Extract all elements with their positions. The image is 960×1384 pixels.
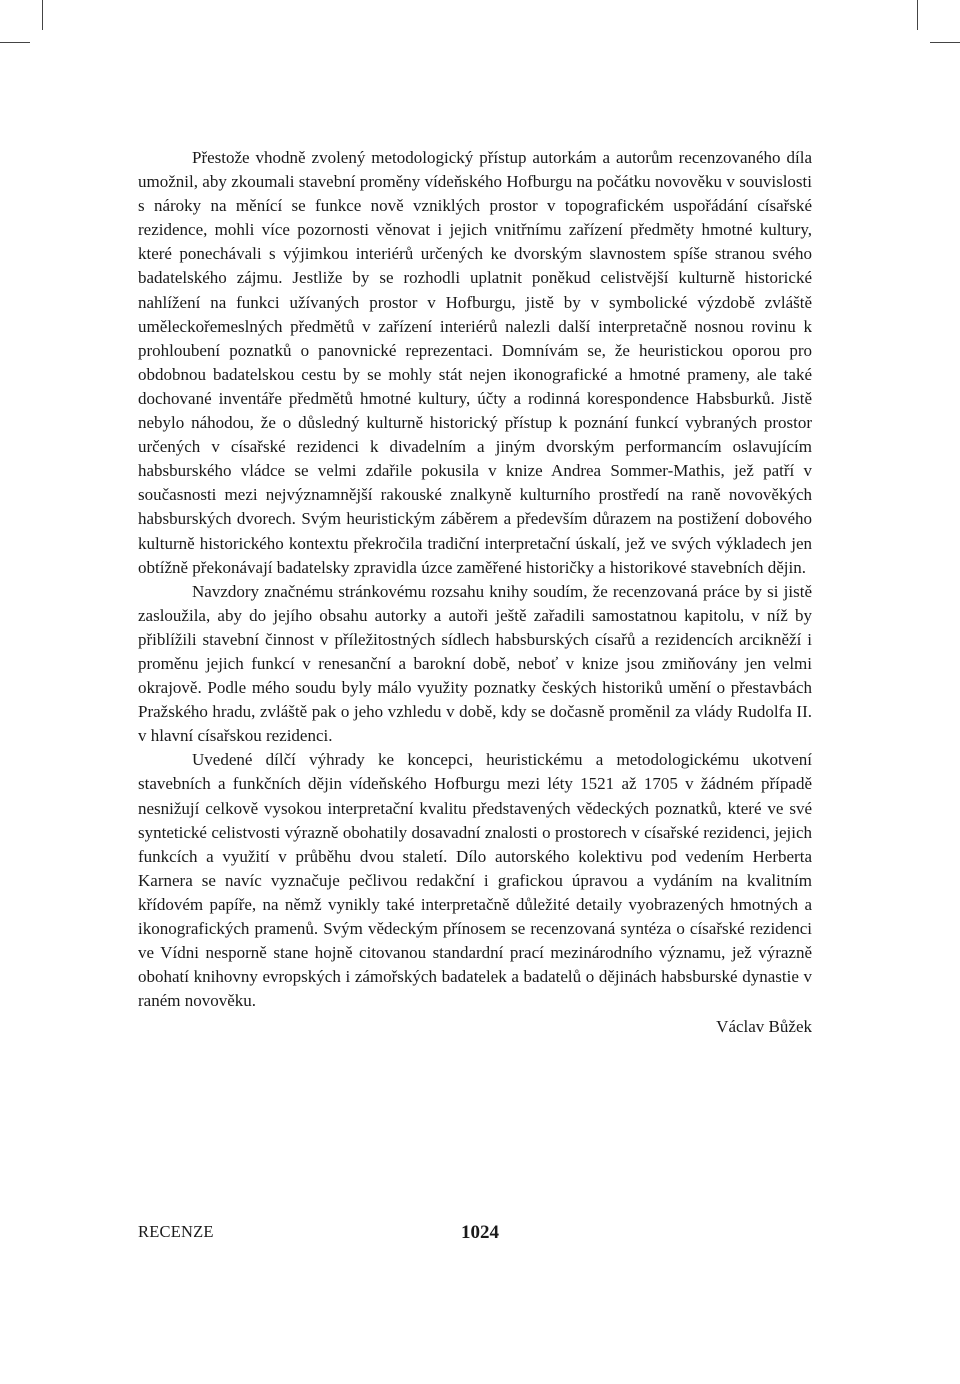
paragraph-3: Uvedené dílčí výhrady ke koncepci, heuristickému a metodologickému ukotvení stavebních a funkčních dějin vídeňského Hofburgu mezi léty 1521 až 1705 v žádném případě nesnižují celkově vysokou interpretační kvalitu představených vědeckých poznatků, které ve své syntetické celistvosti výrazně obohatily dosavadní znalosti o prostorech v císařské rezidenci, jejich funkcích a využití v průběhu dvou staletí. Dílo autorského kolektivu pod vedením Herberta Karnera se navíc vyznačuje pečlivou redakční i grafickou úpravou a vydáním na kvalitním křídovém papíře, na němž vynikly také interpretačně důležité detaily vyobrazených hmotných a ikonografických pramenů. Svým vědeckým přínosem se recenzovaná syntéza o císařské rezidenci ve Vídni nesporně stane hojně citovanou standardní prací mezinárodního významu, jež výrazně obohatí knihovny evropských i zámořských badatelek a badatelů o dějinách habsburské dynastie v raném novověku. xyxy=(138,750,812,1011)
crop-mark-right-horizontal xyxy=(930,42,960,43)
paragraph-1: Přestože vhodně zvolený metodologický přístup autorkám a autorům recenzovaného díla umožnil, aby zkoumali stavební proměny vídeňského Hofburgu na počátku novověku v souvislosti s nároky na měnící se funkce nově vzniklých prostor v topografickém uspořádání císařské rezidence, mohli více pozornosti věnovat i jejich vnitřnímu zařízení předměty hmotné kultury, které ponechávali s výjimkou interiérů určených ke dvorským slavnostem spíše stranou svého badatelského zájmu. Jestliže by se rozhodli uplatnit poněkud celistvější kulturně historické nahlížení na funkci užívaných prostor v Hofburgu, jistě by v symbolické výzdobě zvláště uměleckořemeslných předmětů v zařízení interiérů nalezli další interpretačně nosnou rovinu k prohloubení poznatků o panovnické reprezentaci. Domnívám se, že heuristickou oporou pro obdobnou badatelskou cestu by se mohly stát nejen ikonografické a hmotné prameny, ale také dochované inventáře předmětů hmotné kultury, účty a rodinná korespondence Habsburků. Jistě nebylo náhodou, že o důsledný kulturně historický přístup k poznání funkcí vybraných prostor určených v císařské rezidenci k divadelním a jiným dvorským performancím oslavujícím habsburského vládce se velmi zdařile pokusila v knize Andrea Sommer-Mathis, jež patří v současnosti mezi nejvýznamnější rakouské znalkyně kulturního prostředí na raně novověkých habsburských dvorech. Svým heuristickým záběrem a především důrazem na postižení dobového kulturně historického kontextu překročila tradiční interpretační úskalí, jež ve svých výkladech jen obtížně překonávají badatelsky zpravidla úzce zaměřené historičky a historikové stavebních dějin. xyxy=(138,148,812,577)
paragraph-2: Navzdory značnému stránkovému rozsahu knihy soudím, že recenzovaná práce by si jistě zasloužila, aby do jejího obsahu autorky a autoři ještě zařadili samostatnou kapitolu, v níž by přiblížili stavební činnost v příležitostných sídlech habsburských císařů a rezidencích arcikněží i proměnu jejich funkcí v renesanční a barokní době, neboť v knize jsou zmiňovány jen velmi okrajově. Podle mého soudu byly málo využity poznatky českých historiků umění o přestavbách Pražského hradu, zvláště pak o jeho vzhledu v době, kdy se dočasně proměnil za vlády Rudolfa II. v hlavní císařskou rezidenci. xyxy=(138,581,812,746)
review-text xyxy=(138,146,812,1039)
crop-mark-left-vertical xyxy=(42,0,43,30)
author-signature: Václav Bůžek xyxy=(716,1017,812,1037)
crop-mark-left-horizontal xyxy=(0,42,30,43)
page-number: 1024 xyxy=(461,1222,499,1243)
section-label: RECENZE xyxy=(138,1222,214,1241)
crop-mark-right-vertical xyxy=(917,0,918,30)
